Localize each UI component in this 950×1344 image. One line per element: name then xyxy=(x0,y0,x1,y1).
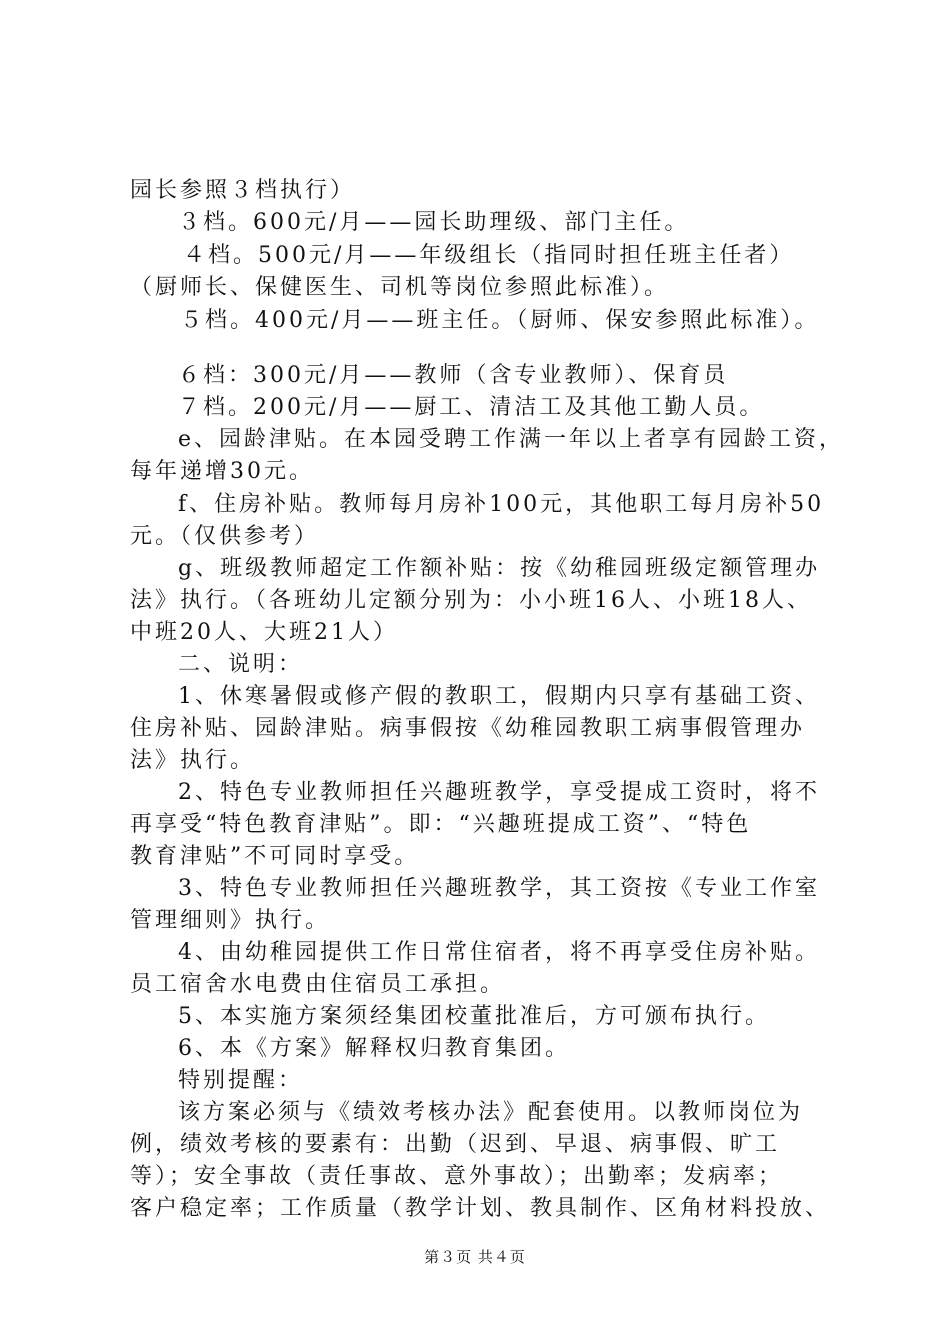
text-line: g、班级教师超定工作额补贴：按《幼稚园班级定额管理办 xyxy=(178,556,821,581)
text-line: 再享受“特色教育津贴”。即：“兴趣班提成工资”、“特色 xyxy=(130,812,752,837)
text-line: 3、特色专业教师担任兴趣班教学，其工资按《专业工作室 xyxy=(178,876,820,901)
text-line: ４档。500元/月——年级组长（指同时担任班主任者） xyxy=(183,243,795,268)
text-line: ５档。400元/月——班主任。（厨师、保安参照此标准）。 xyxy=(180,308,820,333)
text-line: ７档。200元/月——厨工、清洁工及其他工勤人员。 xyxy=(178,395,765,420)
text-line: 法》执行。 xyxy=(130,748,256,773)
text-line: 2、特色专业教师担任兴趣班教学，享受提成工资时，将不 xyxy=(178,780,820,805)
text-line: 每年递增30元。 xyxy=(130,459,314,484)
text-line: 中班20人、大班21人） xyxy=(130,620,398,645)
section-heading: 特别提醒： xyxy=(178,1068,304,1093)
text-line: 1、休寒暑假或修产假的教职工，假期内只享有基础工资、 xyxy=(178,684,820,709)
text-line: 管理细则》执行。 xyxy=(130,908,331,933)
text-line: 法》执行。（各班幼儿定额分别为：小小班16人、小班18人、 xyxy=(130,588,812,613)
text-line: 6、本《方案》解释权归教育集团。 xyxy=(178,1036,570,1061)
text-line: f、住房补贴。教师每月房补100元，其他职工每月房补50 xyxy=(178,492,825,517)
text-line: 4、由幼稚园提供工作日常住宿者，将不再享受住房补贴。 xyxy=(178,940,820,965)
text-line: 住房补贴、园龄津贴。病事假按《幼稚园教职工病事假管理办 xyxy=(130,716,806,741)
text-line: 5、本实施方案须经集团校董批准后，方可颁布执行。 xyxy=(178,1004,770,1029)
text-line: 元。（仅供参考） xyxy=(130,524,320,549)
text-line: 例，绩效考核的要素有：出勤（迟到、早退、病事假、旷工 xyxy=(130,1132,781,1157)
text-line: 员工宿舍水电费由住宿员工承担。 xyxy=(130,972,506,997)
text-line: 等）；安全事故（责任事故、意外事故）；出勤率；发病率； xyxy=(130,1164,784,1189)
text-line: 园长参照３档执行） xyxy=(130,178,356,203)
text-line: （厨师长、保健医生、司机等岗位参照此标准）。 xyxy=(130,275,670,300)
text-line: 教育津贴”不可同时享受。 xyxy=(130,844,420,869)
text-line: e、园龄津贴。在本园受聘工作满一年以上者享有园龄工资， xyxy=(178,427,845,452)
text-line: 客户稳定率；工作质量（教学计划、教具制作、区角材料投放、 xyxy=(130,1196,831,1221)
text-line: ６档：300元/月——教师（含专业教师）、保育员 xyxy=(178,363,729,388)
text-line: 该方案必须与《绩效考核办法》配套使用。以教师岗位为 xyxy=(178,1100,804,1125)
text-line: ３档。600元/月——园长助理级、部门主任。 xyxy=(178,210,690,235)
section-heading: 二、说明： xyxy=(178,652,304,677)
page-number-footer: 第３页 共４页 xyxy=(424,1248,526,1266)
